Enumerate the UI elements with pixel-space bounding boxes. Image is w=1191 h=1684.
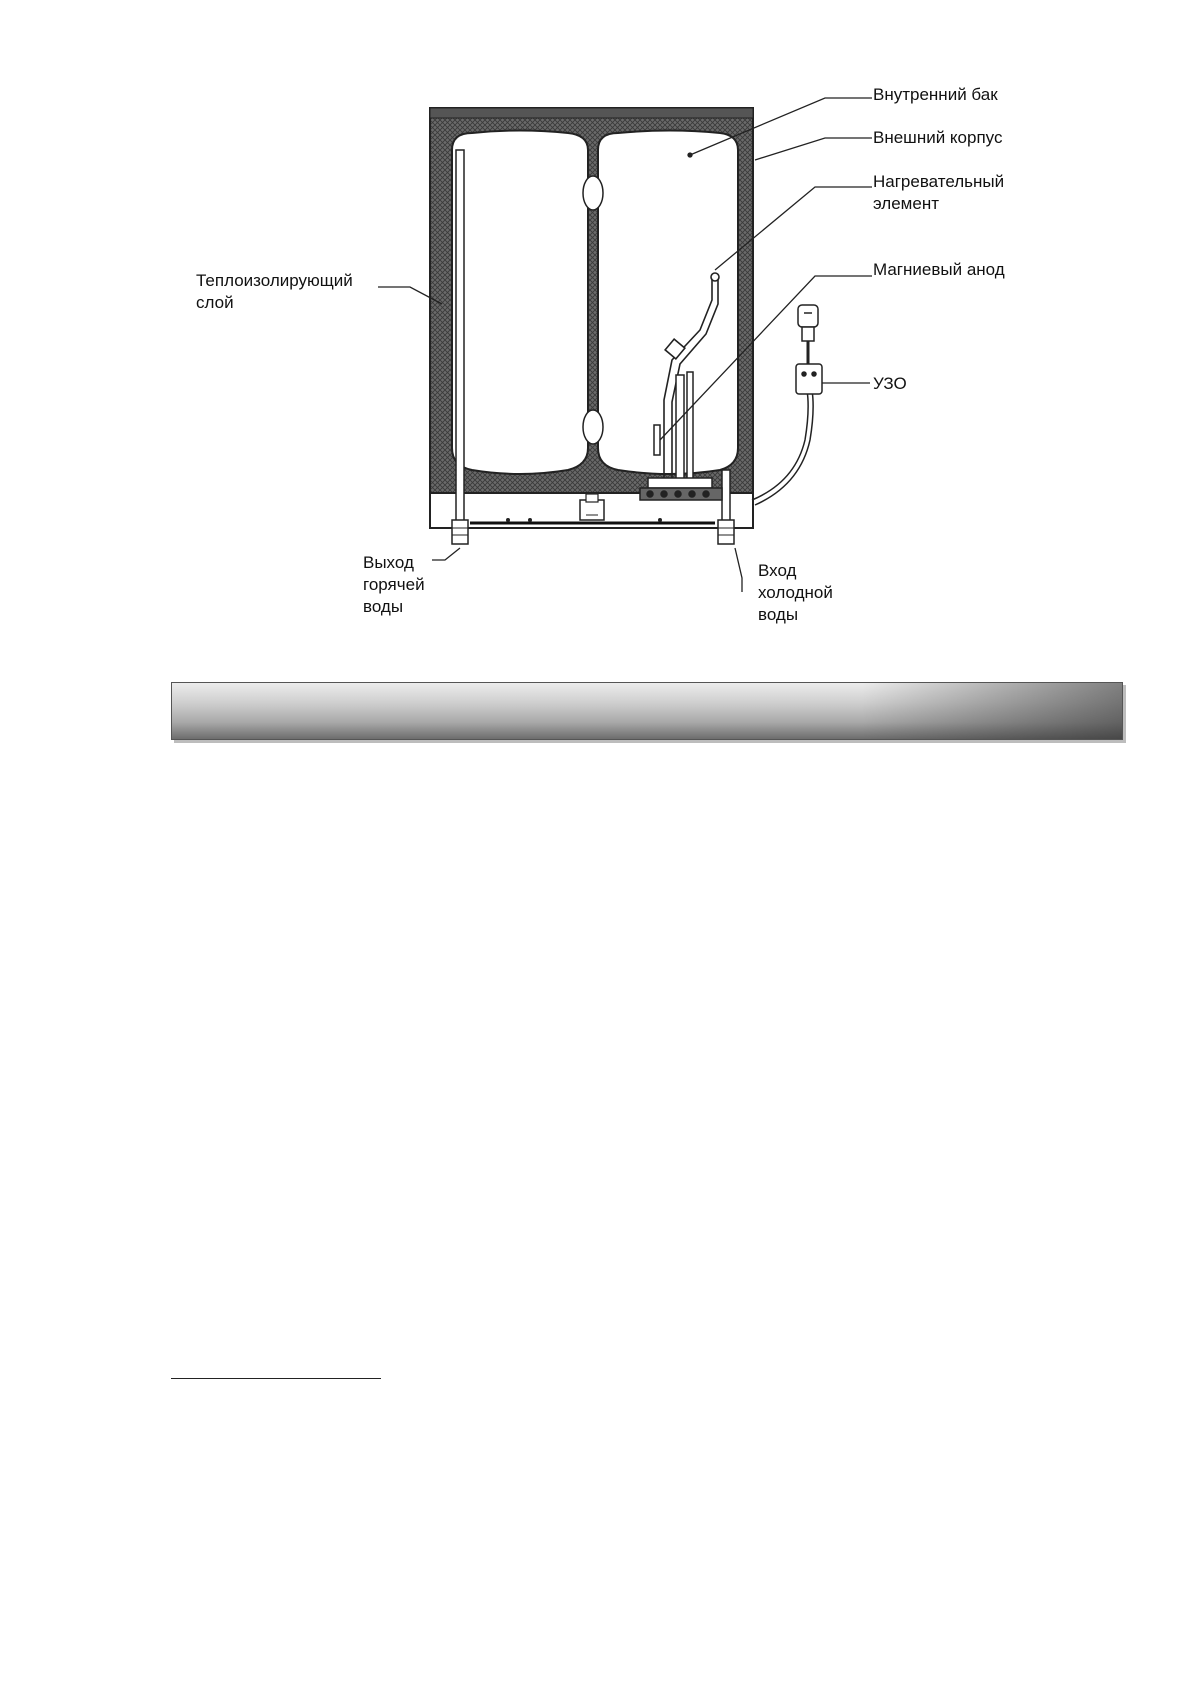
- inner-tank-right: [598, 131, 738, 475]
- label-magnesium-anode: Магниевый анод: [873, 260, 1005, 279]
- water-heater-diagram: [0, 0, 1191, 700]
- label-hot-outlet-line2: горячей: [363, 575, 425, 594]
- label-rcd: УЗО: [873, 374, 907, 393]
- label-hot-outlet-line1: Выход: [363, 553, 414, 572]
- inner-tank-left: [452, 131, 588, 475]
- label-hot-outlet-line3: воды: [363, 597, 404, 616]
- heater-flange: [640, 478, 722, 500]
- label-inner-tank: Внутренний бак: [873, 85, 998, 104]
- rcd-device: [796, 364, 822, 394]
- label-cold-inlet-line1: Вход: [758, 561, 797, 580]
- label-outer-casing: Внешний корпус: [873, 128, 1003, 147]
- footnote-separator: [171, 1378, 381, 1379]
- label-heating-element-line2: элемент: [873, 194, 939, 213]
- label-heating-element-line1: Нагревательный: [873, 172, 1005, 191]
- label-cold-inlet-line3: воды: [758, 605, 799, 624]
- label-cold-inlet-line2: холодной: [758, 583, 833, 602]
- label-insulation-line1: Теплоизолирующий: [196, 271, 353, 290]
- plug: [798, 305, 818, 341]
- banner-shade: [862, 683, 1122, 739]
- label-insulation-line2: слой: [196, 293, 234, 312]
- section-header-banner: [171, 682, 1123, 740]
